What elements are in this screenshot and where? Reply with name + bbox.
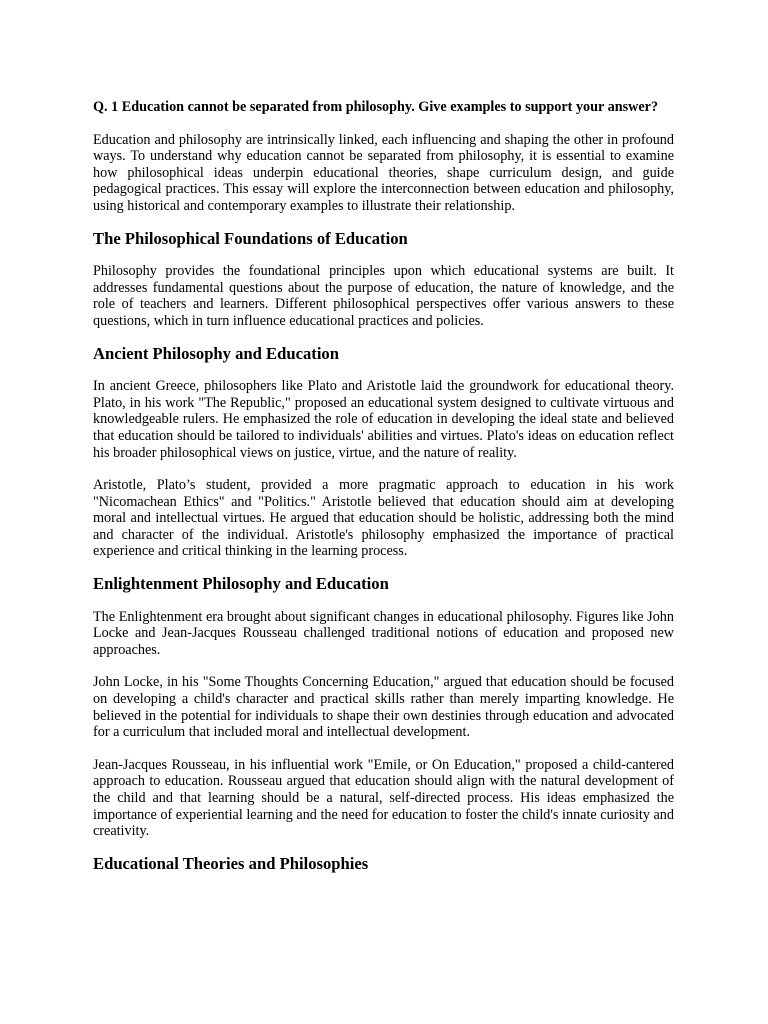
paragraph-plato: In ancient Greece, philosophers like Plato and Aristotle laid the groundwork for educational theory. Plato, in his work "The Republic," proposed an educational system designed to cultivate virtuous and knowledgeable rulers. He emphasized the role of education in developing the ideal state and believed that education should be tailored to individuals' abilities and virtues. Plato's ideas on education reflect his broader philosophical views on justice, virtue, and the nature of reality. [93, 378, 674, 461]
paragraph-aristotle: Aristotle, Plato’s student, provided a more pragmatic approach to education in his work "Nicomachean Ethics" and "Politics." Aristotle believed that education should aim at developing moral and intellectual virtues. He argued that education should be holistic, addressing both the mind and character of the individual. Aristotle's philosophy emphasized the importance of practical experience and critical thinking in the learning process. [93, 477, 674, 560]
section-heading-theories: Educational Theories and Philosophies [93, 853, 369, 873]
section-heading-foundations: The Philosophical Foundations of Education [93, 228, 408, 248]
paragraph-enlightenment-intro: The Enlightenment era brought about significant changes in educational philosophy. Figures like John Locke and Jean-Jacques Rousseau challenged traditional notions of education and proposed new approaches. [93, 608, 674, 658]
question-heading: Q. 1 Education cannot be separated from philosophy. Give examples to support your answer? [93, 99, 659, 115]
paragraph-foundations: Philosophy provides the foundational principles upon which educational systems are built. It addresses fundamental questions about the purpose of education, the nature of knowledge, and the role of teachers and learners. Different philosophical perspectives offer various answers to these questions, which in turn influence educational practices and policies. [93, 263, 674, 329]
section-heading-enlightenment: Enlightenment Philosophy and Education [93, 574, 389, 594]
document-page [93, 99, 674, 888]
paragraph-locke: John Locke, in his "Some Thoughts Concerning Education," argued that education should be focused on developing a child's character and practical skills rather than merely imparting knowledge. He believed in the potential for individuals to shape their own destinies through education and advocated for a curriculum that included moral and intellectual development. [93, 674, 674, 741]
section-heading-ancient: Ancient Philosophy and Education [93, 343, 339, 363]
intro-paragraph: Education and philosophy are intrinsically linked, each influencing and shaping the other in profound ways. To understand why education cannot be separated from philosophy, it is essential to examine how philosophical ideas underpin educational theories, shape curriculum design, and guide pedagogical practices. This essay will explore the interconnection between education and philosophy, using historical and contemporary examples to illustrate their relationship. [93, 131, 674, 214]
paragraph-rousseau: Jean-Jacques Rousseau, in his influential work "Emile, or On Education," proposed a child-cantered approach to education. Rousseau argued that education should align with the natural development of the child and that learning should be a natural, self-directed process. His ideas emphasized the importance of experiential learning and the need for education to foster the child's innate curiosity and creativity. [93, 756, 674, 840]
